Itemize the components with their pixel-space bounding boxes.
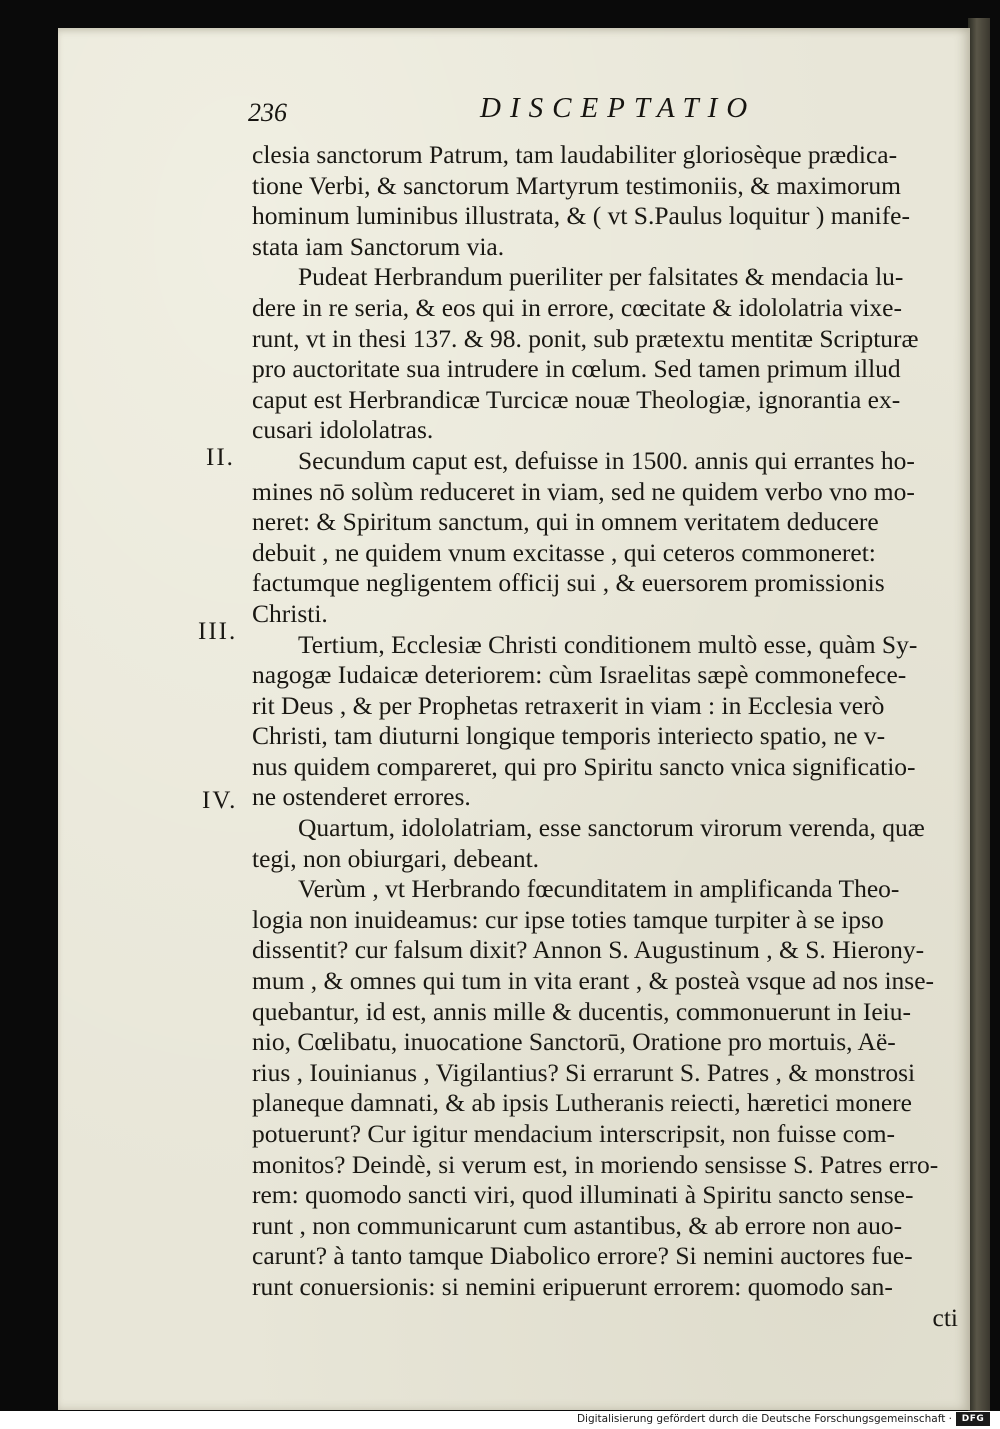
text-line: rit Deus , & per Prophetas retraxerit in viam : in Ecclesia verò <box>252 690 885 720</box>
dfg-logo: DFG <box>956 1412 990 1426</box>
text-line: nus quidem compareret, qui pro Spiritu sancto vnica significatio- <box>252 751 916 781</box>
text-line: planeque damnati, & ab ipsis Lutheranis reiecti, hæretici monere <box>252 1088 912 1118</box>
text-line: logia non inuideamus: cur ipse toties tamque turpiter à se ipso <box>252 904 884 934</box>
text-line: debuit , ne quidem vnum excitasse , qui ceteros commoneret: <box>252 537 876 567</box>
text-line: pro auctoritate sua intrudere in cœlum. Sed tamen primum illud <box>252 354 901 384</box>
text-line: tione Verbi, & sanctorum Martyrum testimoniis, & maximorum <box>252 170 901 200</box>
text-line: cusari idololatras. <box>252 415 434 445</box>
text-line: Verùm , vt Herbrando fœcunditatem in amplificanda Theo- <box>298 874 900 904</box>
text-line: rem: quomodo sancti viri, quod illuminati à Spiritu sancto sense- <box>252 1180 914 1210</box>
text-line: carunt? à tanto tamque Diabolico errore? Si nemini auctores fue- <box>252 1241 913 1271</box>
text-line: runt conuersionis: si nemini eripuerunt errorem: quomodo san- <box>252 1271 893 1301</box>
digitization-credit: Digitalisierung gefördert durch die Deutsche Forschungsgemeinschaft · <box>576 1413 952 1425</box>
margin-numeral-iv: IV. <box>202 787 238 814</box>
text-line: mines nō solùm reduceret in viam, sed ne quidem verbo vno mo- <box>252 476 915 506</box>
book-spine-edge <box>968 18 990 1413</box>
text-line: Christi, tam diuturni longique temporis interiecto spatio, ne v- <box>252 721 886 751</box>
text-line: clesia sanctorum Patrum, tam laudabiliter gloriosèque prædica- <box>252 140 898 169</box>
text-line: hominum luminibus illustrata, & ( vt S.Paulus loquitur ) manife- <box>252 201 910 231</box>
text-line: monitos? Deindè, si verum est, in moriendo sensisse S. Patres erro- <box>252 1149 939 1179</box>
text-line: Quartum, idololatriam, esse sanctorum virorum verenda, quæ <box>298 813 925 843</box>
body-text <box>252 140 964 1333</box>
text-line: stata iam Sanctorum via. <box>252 231 505 261</box>
page-number: 236 <box>248 98 287 127</box>
page-header <box>248 92 948 132</box>
text-line: runt , non communicarunt cum astantibus, & ab errore non auo- <box>252 1210 903 1240</box>
text-line: potuerunt? Cur igitur mendacium interscripsit, non fuisse com- <box>252 1119 896 1148</box>
text-line: Christi. <box>252 598 328 628</box>
text-line: Tertium, Ecclesiæ Christi conditionem multò esse, quàm Sy- <box>298 629 918 659</box>
text-line: neret: & Spiritum sanctum, qui in omnem veritatem deducere <box>252 507 879 537</box>
margin-numeral-ii: II. <box>206 444 235 471</box>
text-line: mum , & omnes qui tum in vita erant , & posteà vsque ad nos inse- <box>252 966 935 996</box>
text-line: Secundum caput est, defuisse in 1500. annis qui errantes ho- <box>298 445 915 475</box>
text-line: quebantur, id est, annis mille & ducentis, commonuerunt in Ieiu- <box>252 996 912 1026</box>
text-line: rius , Iouinianus , Vigilantius? Si errarunt S. Patres , & monstrosi <box>252 1057 916 1087</box>
text-line: dissentit? cur falsum dixit? Annon S. Augustinum , & S. Hierony- <box>252 935 925 965</box>
running-title: DISCEPTATIO <box>480 92 757 124</box>
text-line: caput est Herbrandicæ Turcicæ nouæ Theologiæ, ignorantia ex- <box>252 384 901 414</box>
text-line: factumque negligentem officij sui , & euersorem promissionis <box>252 568 885 598</box>
text-line: nio, Cœlibatu, inuocatione Sanctorū, Oratione pro mortuis, Aë- <box>252 1027 896 1057</box>
text-line: ne ostenderet errores. <box>252 782 471 812</box>
text-line: Pudeat Herbrandum pueriliter per falsitates & mendacia lu- <box>298 262 904 292</box>
text-line: dere in re seria, & eos qui in errore, cœcitate & idololatria vixe- <box>252 292 902 322</box>
margin-numeral-iii: III. <box>198 618 238 645</box>
catchword: cti <box>932 1302 958 1332</box>
text-line: nagogæ Iudaicæ deteriorem: cùm Israelitas sæpè commonefece- <box>252 660 907 690</box>
text-line: tegi, non obiurgari, debeant. <box>252 843 540 873</box>
text-line: runt, vt in thesi 137. & 98. ponit, sub prætextu mentitæ Scripturæ <box>252 323 919 353</box>
